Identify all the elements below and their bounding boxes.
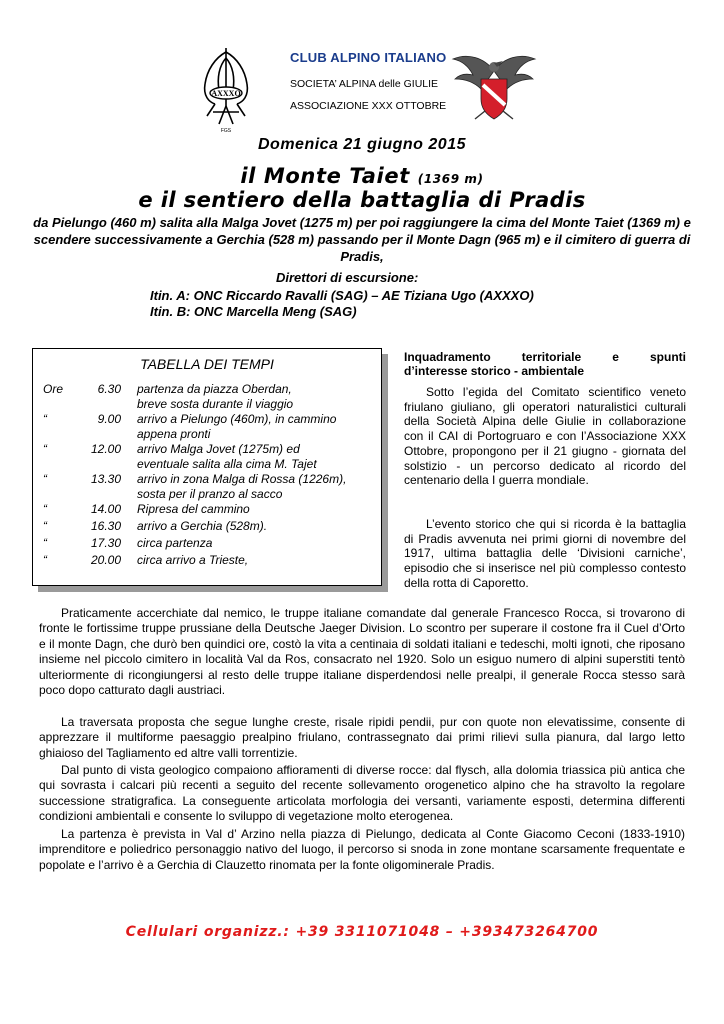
associazione-name: ASSOCIAZIONE XXX OTTOBRE bbox=[290, 100, 447, 112]
timetable-row bbox=[33, 472, 381, 504]
timetable-row bbox=[33, 553, 381, 585]
timetable-description bbox=[137, 412, 377, 442]
timetable-ditto: Ore bbox=[43, 382, 64, 396]
timetable-time: 17.30 bbox=[90, 536, 121, 550]
timetable-description-line-1: circa partenza bbox=[137, 536, 213, 550]
timetable-description bbox=[137, 553, 377, 568]
logo-left-text: AXXXO bbox=[211, 89, 241, 98]
timetable-description bbox=[137, 442, 377, 472]
timetable-description-line-1: arrivo a Pielungo (460m), in cammino bbox=[137, 412, 337, 426]
itinerary-b: Itin. B: ONC Marcella Meng (SAG) bbox=[150, 304, 357, 319]
timetable-description-line-2: breve sosta durante il viaggio bbox=[137, 397, 294, 411]
societa-name: SOCIETA’ ALPINA delle GIULIE bbox=[290, 78, 439, 90]
timetable-time: 12.00 bbox=[90, 442, 121, 456]
body-paragraph-2: La traversata proposta che segue lunghe creste, risale ripidi pendii, pur con quote non elevatissime, consente di apprezzare il multiforme paesaggio prealpino friulano, contrassegnato dai primi rilievi sulla pianura, dal largo letto ghiaioso del Tagliamento ed altre valli torrentizie. bbox=[39, 715, 685, 760]
timetable-row bbox=[33, 442, 381, 474]
axxxo-logo-icon bbox=[193, 44, 259, 134]
body-paragraph-3: Dal punto di vista geologico compaiono affioramenti di diverse rocce: dal flysch, alla dolomia triassica più antica che qui sovrasta i calcari più recenti a seguito del recente sollevamento orogenetico alpino che ha stravolto la regolare successione stratigrafica. La conseguente articolata morfologia dei versanti, variamente esposti, determina differenti condizioni ambientali e consente lo sviluppo di vegetazione molto eterogenea. bbox=[39, 763, 685, 824]
timetable-time: 9.00 bbox=[97, 412, 121, 426]
timetable-description-line-2: eventuale salita alla cima M. Tajet bbox=[137, 457, 317, 471]
timetable-time: 13.30 bbox=[90, 472, 121, 486]
timetable-ditto: “ bbox=[43, 412, 47, 426]
timetable-description bbox=[137, 472, 377, 502]
timetable-description-line-1: arrivo a Gerchia (528m). bbox=[137, 519, 268, 533]
context-paragraph-2: L’evento storico che qui si ricorda è la battaglia di Pradis avvenuta nei primi giorni di novembre del 1917, ultima battaglia delle ‘Divisioni carniche’, episodio che si inserisce nel più complesso contesto della rotta di Caporetto. bbox=[404, 517, 686, 590]
timetable-box bbox=[32, 348, 382, 586]
context-heading-line-1: Inquadramento territoriale e spunti bbox=[404, 350, 686, 364]
timetable-time: 14.00 bbox=[90, 502, 121, 516]
timetable-time: 6.30 bbox=[97, 382, 121, 396]
timetable-description-line-2: appena pronti bbox=[137, 427, 211, 441]
itinerary-a: Itin. A: ONC Riccardo Ravalli (SAG) – AE Tiziana Ugo (AXXXO) bbox=[150, 288, 534, 303]
title-line-2: e il sentiero della battaglia di Pradis bbox=[138, 188, 586, 212]
timetable-description bbox=[137, 502, 377, 517]
timetable-description-line-1: arrivo in zona Malga di Rossa (1226m), bbox=[137, 472, 347, 486]
timetable-description-line-2: sosta per il pranzo al sacco bbox=[137, 487, 283, 501]
title-main: il Monte Taiet bbox=[240, 164, 410, 188]
timetable-description-line-1: arrivo Malga Jovet (1275m) ed bbox=[137, 442, 300, 456]
context-heading-line-2: d’interesse storico - ambientale bbox=[404, 364, 585, 378]
route-description: da Pielungo (460 m) salita alla Malga Jovet (1275 m) per poi raggiungere la cima del Monte Taiet (1369 m) e scendere successivamente a Gerchia (528 m) passando per il Monte Dagn (965 m) e il cimitero di guerra di Pradis, bbox=[33, 215, 691, 264]
timetable-time: 20.00 bbox=[90, 553, 121, 567]
context-heading bbox=[404, 350, 686, 378]
body-paragraph-1: Praticamente accerchiate dal nemico, le truppe italiane comandate dal generale Francesco Rocca, si trovarono di fronte le fortissime truppe prussiane della Deutsche Jaeger Division. Lo scontro per superare il costone fra il Cuel d’Orto e il monte Dagn, che durò ben quindici ore, costò la vita a centinaia di soldati italiani e tedeschi, molti ignoti, che riposano insieme nel piccolo cimitero in località Val da Ros, consacrato nel 1920. Solo un esiguo numero di alpini superstiti tentò ulteriormente di ricongiungersi al resto delle truppe italiane disperdendosi nelle prealpi, il generale Rocca stesso sarà poco dopo catturato dagli austriaci. bbox=[39, 606, 685, 698]
organizer-phones: Cellulari organizz.: +39 3311071048 – +393473264700 bbox=[125, 924, 599, 940]
body-paragraph-4: La partenza è prevista in Val d’ Arzino nella piazza di Pielungo, dedicata al Conte Giacomo Ceconi (1833-1910) imprenditore e poliedrico personaggio nativo del luogo, il percorso si snoda in zone montane scarsamente frequentate e popolate e l’arrivo è a Gerchia di Clauzetto rinomata per la fonte oligominerale Pradis. bbox=[39, 827, 685, 872]
title-altitude: (1369 m) bbox=[417, 172, 484, 186]
timetable-ditto: “ bbox=[43, 519, 47, 533]
timetable-row bbox=[33, 412, 381, 444]
timetable-ditto: “ bbox=[43, 553, 47, 567]
timetable-ditto: “ bbox=[43, 442, 47, 456]
eagle-crest-icon bbox=[449, 49, 539, 123]
directors-label: Direttori di escursione: bbox=[276, 270, 419, 285]
timetable-title: TABELLA DEI TEMPI bbox=[140, 356, 274, 372]
timetable-ditto: “ bbox=[43, 536, 47, 550]
timetable-description bbox=[137, 519, 377, 534]
timetable-ditto: “ bbox=[43, 472, 47, 486]
title-line-1 bbox=[0, 164, 724, 188]
club-name: CLUB ALPINO ITALIANO bbox=[290, 50, 447, 65]
logo-left-caption: FGS bbox=[220, 128, 232, 134]
timetable-ditto: “ bbox=[43, 502, 47, 516]
timetable-description-line-1: partenza da piazza Oberdan, bbox=[137, 382, 292, 396]
event-date: Domenica 21 giugno 2015 bbox=[257, 136, 466, 153]
timetable-description-line-1: circa arrivo a Trieste, bbox=[137, 553, 249, 567]
context-paragraph-1: Sotto l’egida del Comitato scientifico veneto friulano giuliano, gli operatori naturalistici culturali della Società Alpina delle Giulie in collaborazione con il CAI di Portogruaro e con l’Associazione XXX Ottobre, propongono per il 21 giugno - giornata del solstizio - un percorso dedicato al ricordo del centenario della I guerra mondiale. bbox=[404, 385, 686, 488]
timetable-time: 16.30 bbox=[90, 519, 121, 533]
timetable-row bbox=[33, 382, 381, 414]
timetable-description bbox=[137, 382, 377, 412]
timetable-description bbox=[137, 536, 377, 551]
timetable-description-line-1: Ripresa del cammino bbox=[137, 502, 250, 516]
